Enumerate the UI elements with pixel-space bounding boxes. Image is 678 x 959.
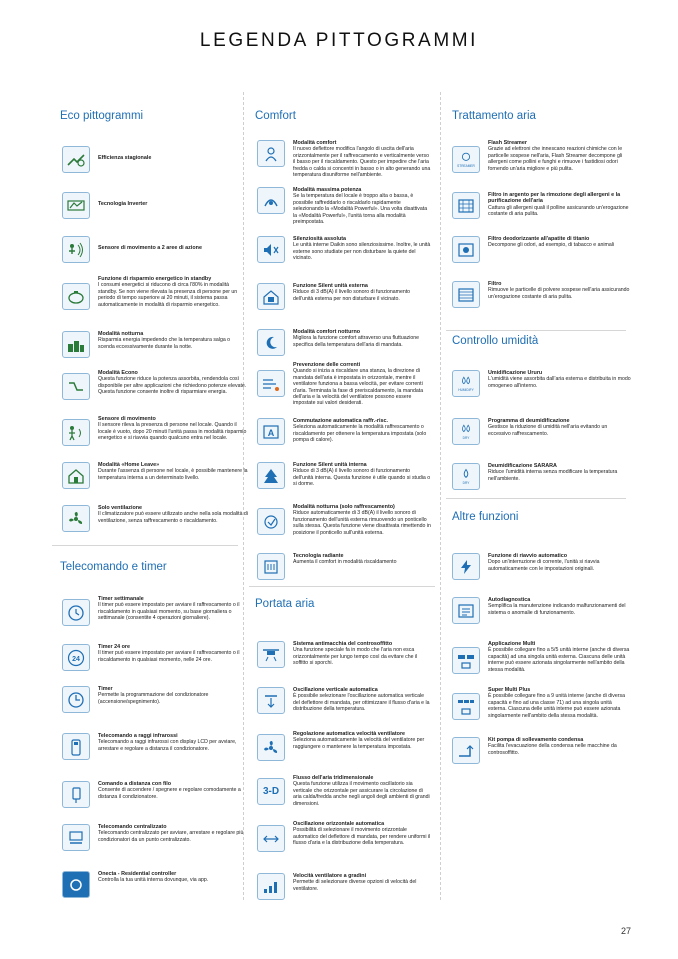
indoor-silent-icon <box>257 462 285 489</box>
dry-label: DRY <box>462 481 470 485</box>
item-description: Durante l'assenza di persone nel locale, è possibile mantenere la temperatura interna a un determinato livello. <box>98 468 248 481</box>
item-description: Cattura gli allergeni quali il polline assicurando un'erogazione costante di aria pulita. <box>488 204 629 218</box>
legend-item-3d-airflow <box>257 775 431 807</box>
item-title: Autodiagnostica <box>488 597 531 603</box>
item-title: Sensore di movimento a 2 aree di azione <box>98 245 202 251</box>
item-description: I consumi energetici si riducono di circa l'80% in modalità standby. Se non viene rilevata la presenza di persone per un periodo di tempo superiore ai 20 minuti, il sistema passa automaticamente in modalità di risparmio energetico. <box>98 282 238 308</box>
item-title: Flash Streamer <box>488 140 527 146</box>
humidify-icon <box>452 370 480 397</box>
legend-item-seasonal-efficiency <box>62 146 248 173</box>
legend-item-onecta <box>62 871 248 898</box>
legend-item-ceiling-soiling <box>257 641 431 668</box>
section-title-humidity: Controllo umidità <box>452 335 539 347</box>
legend-item-dehumidify <box>452 463 631 490</box>
legend-item-inverter <box>62 192 248 219</box>
legend-item-silent <box>257 236 431 263</box>
outdoor-silent-icon <box>257 283 285 310</box>
item-title: Applicazione Multi <box>488 641 536 647</box>
legend-item-24h-timer <box>62 644 248 671</box>
multi-icon <box>452 647 480 674</box>
item-description: Telecomando centralizzato per avviare, arrestare e regolare più condizionatori da un punto centralizzato. <box>98 830 244 843</box>
onecta-icon <box>62 871 90 898</box>
legend-item-silver-filter <box>452 192 631 219</box>
section-divider <box>446 498 626 499</box>
item-description: Migliora la funzione comfort attraverso una fluttuazione specifica della temperatura dell'aria di mandata. <box>293 335 420 348</box>
item-description: Permette di selezionare diverse opzioni di velocità del ventilatore. <box>293 879 417 892</box>
silent-icon <box>257 236 285 263</box>
item-description: Riduce di 3 dB(A) il livello sonoro di funzionamento dell'unità esterna per non disturbare il vicinato. <box>293 289 411 302</box>
item-title: Solo ventilazione <box>98 505 143 511</box>
item-description: Telecomando a raggi infrarossi con display LCD per avviare, arrestare e regolare a distanza il condizionatore. <box>98 739 237 752</box>
item-title: Deumidificazione SARARA <box>488 463 557 469</box>
legend-item-motion-sensor <box>62 416 248 446</box>
legend-item-deodorizing-filter <box>452 236 631 263</box>
flash-streamer-icon <box>452 146 480 173</box>
item-description: Il timer può essere impostato per avviare il raffrescamento o il riscaldamento in qualsiasi momento, su base giornaliera o settimanale (consentite 4 operazioni giornaliere). <box>98 602 240 622</box>
item-description: È possibile selezionare l'oscillazione automatica verticale del deflettore di mandata, per ottimizzare il flusso d'aria e la distribuzione della temperatura. <box>293 693 430 713</box>
legend-item-multi <box>452 641 631 674</box>
wired-remote-icon <box>62 781 90 808</box>
page-title: LEGENDA PITTOGRAMMI <box>199 30 479 51</box>
item-title: Modalità notturna <box>98 331 144 337</box>
econo-icon <box>62 373 90 400</box>
section-divider <box>446 330 626 331</box>
item-description: Decompone gli odori, ad esempio, di tabacco e animali <box>488 242 615 249</box>
item-description: Gestisce la riduzione di umidità nell'aria evitando un eccessivo raffrescamento. <box>488 424 608 437</box>
self-diagnosis-icon <box>452 597 480 624</box>
silver-filter-icon <box>452 192 480 219</box>
legend-item-timer <box>62 686 248 713</box>
ceiling-soiling-icon <box>257 641 285 668</box>
dehumidify-icon <box>452 463 480 490</box>
3d-label: 3-D <box>262 786 280 797</box>
legend-item-indoor-silent <box>257 462 431 489</box>
item-description: Facilita l'evacuazione della condensa nelle macchine da controsoffitto. <box>488 743 617 756</box>
dry-program-icon <box>452 418 480 445</box>
legend-item-horizontal-swing <box>257 821 431 852</box>
legend-item-filter <box>452 281 631 308</box>
item-title: Modalità comfort <box>293 140 337 146</box>
svg-text:A: A <box>267 427 275 438</box>
legend-item-fan-speed-steps <box>257 873 431 900</box>
legend-item-outdoor-silent <box>257 283 431 310</box>
item-title: Kit pompa di sollevamento condensa <box>488 737 584 743</box>
legend-item-central-remote <box>62 824 248 851</box>
item-title: Prevenzione delle correnti <box>293 362 361 368</box>
item-title: Filtro <box>488 281 502 287</box>
person-wave-icon <box>62 419 90 446</box>
item-title: Telecomando centralizzato <box>98 824 167 830</box>
item-title: Comando a distanza con filo <box>98 781 172 787</box>
piggy-bank-icon <box>62 283 90 310</box>
item-description: È possibile collegare fino a 9 unità interne (anche di diversa capacità e fino ad una classe 71) ad una singola unità esterna. Ciascuna delle unità interne può essere azionata singolarmente nell'ambito della stessa modalità. <box>488 693 625 719</box>
legend-item-flash-streamer <box>452 140 631 173</box>
legend-item-night-comfort <box>257 329 431 356</box>
item-title: Modalità «Home Leave» <box>98 462 160 468</box>
drain-pump-icon <box>452 737 480 764</box>
legend-item-night-cooling <box>257 504 431 536</box>
item-title: Funzione Silent unità esterna <box>293 283 368 289</box>
section-title-remote: Telecomando e timer <box>60 561 167 573</box>
column-divider <box>440 92 441 900</box>
3d-flow-icon <box>257 778 285 805</box>
super-multi-icon <box>452 693 480 720</box>
item-title: Super Multi Plus <box>488 687 531 693</box>
legend-item-night-mode <box>62 331 248 358</box>
legend-item-motion-sensor-2-areas <box>62 236 248 263</box>
item-description: Il climatizzatore può essere utilizzato anche nella sola modalità di ventilazione, senza raffrescamento o riscaldamento. <box>98 511 248 524</box>
item-description: Riduce automaticamente di 3 dB(A) il livello sonoro di funzionamento dell'unità esterna rimuovendo un ponticello sulla stessa. Questa funzione viene disattivata rimettendo in posizione il ponticello sull'unità esterna. <box>293 510 431 536</box>
legend-item-drain-pump <box>452 737 631 764</box>
item-title: Modalità comfort notturno <box>293 329 361 335</box>
item-description: Rimuove le particelle di polvere sospese nell'aria assicurando un'erogazione costante di aria pulita. <box>488 287 630 300</box>
legend-item-auto-restart <box>452 553 631 580</box>
remote-icon <box>62 733 90 760</box>
item-description: Seleziona automaticamente la velocità del ventilatore per raggiungere o mantenere la temperatura impostata. <box>293 737 425 750</box>
svg-text:24: 24 <box>72 655 80 663</box>
vertical-swing-icon <box>257 687 285 714</box>
item-title: Modalità notturna (solo raffrescamento) <box>293 504 395 510</box>
item-title: Tecnologia Inverter <box>98 201 148 207</box>
item-description: Riduce di 3 dB(A) il livello sonoro di funzionamento dell'unità interna. Questa funzione è utile quando si studia o si dorme. <box>293 468 431 488</box>
deodorizing-filter-icon <box>452 236 480 263</box>
dry-label: DRY <box>462 436 470 440</box>
item-title: Onecta - Residential controller <box>98 871 177 877</box>
item-description: Questa funzione riduce la potenza assorbita, rendendola così disponibile per altre applicazioni che richiedono potenze elevate. Questa funzione consente inoltre di risparmiare energia. <box>98 376 247 396</box>
item-description: Dopo un'interruzione di corrente, l'unità si riavvia automaticamente con le impostazioni originali. <box>488 559 600 572</box>
item-title: Silenziosità assoluta <box>293 236 347 242</box>
item-description: Possibilità di selezionare il movimento orizzontale automatico del deflettore di mandata, per rendere uniformi il flusso d'aria e la distribuzione della temperatura. <box>293 827 431 847</box>
auto-fan-icon <box>257 734 285 761</box>
section-title-airflow: Portata aria <box>255 598 315 610</box>
legend-item-super-multi-plus <box>452 687 631 720</box>
legend-item-powerful-mode <box>257 187 431 225</box>
item-description: L'umidità viene assorbita dall'aria esterna e distribuita in modo omogeneo all'interno. <box>488 376 631 389</box>
legend-item-draft-prevention <box>257 362 431 407</box>
item-description: Le unità interne Daikin sono silenziosissime. Inoltre, le unità esterne sono studiate per non disturbare la quiete del vicinato. <box>293 242 431 262</box>
page-number: 27 <box>621 926 632 936</box>
night-cooling-icon <box>257 508 285 535</box>
weekly-timer-icon <box>62 599 90 626</box>
draft-prevention-icon <box>257 370 285 397</box>
item-title: Regolazione automatica velocità ventilatore <box>293 731 406 737</box>
timer-24-icon <box>62 644 90 671</box>
central-control-icon <box>62 824 90 851</box>
item-title: Oscillazione orizzontale automatica <box>293 821 385 827</box>
item-description: Grazie ad elettroni che innescano reazioni chimiche con le particelle sospese nell'aria, Flash Streamer decompone gli allergeni come pollini e funghi e rimuove i fastidiosi odori fornendo un'aria migliore e più pulita. <box>488 146 623 172</box>
section-title-other: Altre funzioni <box>452 511 519 523</box>
item-title: Velocità ventilatore a gradini <box>293 873 367 879</box>
item-description: Riduce l'umidità interna senza modificare la temperatura nell'ambiente. <box>488 469 618 482</box>
item-description: Semplifica la manutenzione indicando malfunzionamenti del sistema o anomalie di funzionamento. <box>488 603 626 616</box>
item-title: Telecomando a raggi infrarossi <box>98 733 178 739</box>
legend-item-vertical-swing <box>257 687 431 714</box>
item-description: Risparmia energia impedendo che la temperatura salga o scenda eccessivamente durante la notte. <box>98 337 231 350</box>
legend-item-auto-switch <box>257 418 431 445</box>
item-description: È possibile collegare fino a 5/5 unità interne (anche di diversa capacità) ad una singola unità esterna. Ciascuna delle unità interne può essere azionata singolarmente nell'ambito della stessa modalità. <box>488 647 630 673</box>
item-title: Umidificazione Ururu <box>488 370 543 376</box>
legend-item-weekly-timer <box>62 596 248 626</box>
comfort-mode-icon <box>257 140 285 167</box>
legend-item-auto-fan-speed <box>257 731 431 761</box>
item-title: Timer 24 ore <box>98 644 130 650</box>
legend-item-radiant <box>257 553 431 580</box>
fan-speed-icon <box>257 873 285 900</box>
radiant-icon <box>257 553 285 580</box>
inverter-icon <box>62 192 90 219</box>
powerful-icon <box>257 187 285 214</box>
item-title: Programma di deumidificazione <box>488 418 570 424</box>
section-title-eco: Eco pittogrammi <box>60 110 144 122</box>
item-description: Seleziona automaticamente la modalità raffrescamento o riscaldamento per ottenere la temperatura impostata (solo pompa di calore). <box>293 424 427 444</box>
legend-item-dry-program <box>452 418 631 445</box>
humidify-label: HUMIDIFY <box>458 388 474 392</box>
fan-icon <box>62 505 90 532</box>
motion-sensor-icon <box>62 236 90 263</box>
section-divider <box>249 586 435 587</box>
item-title: Modalità Econo <box>98 370 138 376</box>
item-description: Se la temperatura del locale è troppo alta o bassa, è possibile raffreddarlo o riscaldarlo rapidamente selezionando la «Modalità Powerful». Una volta disattivata la «Modalità Powerful», l'unità torna alla modalità preimpostata. <box>293 193 428 226</box>
legend-item-home-leave <box>62 462 248 489</box>
auto-restart-icon <box>452 553 480 580</box>
item-description: Consente di accendere / spegnere e regolare comodamente a distanza il condizionatore. <box>98 787 241 800</box>
item-description: Il sensore rileva la presenza di persone nel locale. Quando il locale è vuoto, dopo 20 minuti l'unità passa in modalità risparmio energetico e si riavvia quando qualcuno entra nel locale. <box>98 422 247 442</box>
home-leave-icon <box>62 462 90 489</box>
filter-icon <box>452 281 480 308</box>
section-title-comfort: Comfort <box>255 110 296 122</box>
item-title: Commutazione automatica raffr.-risc. <box>293 418 388 424</box>
gear-leaf-icon <box>62 146 90 173</box>
item-title: Funzione di riavvio automatico <box>488 553 568 559</box>
legend-item-ir-remote <box>62 733 248 760</box>
item-description: Controlla la tua unità interna dovunque, via app. <box>98 877 209 884</box>
item-title: Sistema antimacchia del controsoffitto <box>293 641 393 647</box>
item-description: Aumenta il comfort in modalità riscaldamento <box>293 559 397 566</box>
item-title: Filtro deodorizzante all'apatite di titanio <box>488 236 590 242</box>
item-title: Timer <box>98 686 113 692</box>
item-title: Tecnologia radiante <box>293 553 344 559</box>
item-title: Efficienza stagionale <box>98 155 152 161</box>
item-title: Modalità massima potenza <box>293 187 362 193</box>
item-description: Questa funzione utilizza il movimento oscillatorio sia verticale che orizzontale per assicurare la circolazione di aria calda/fredda anche negli angoli degli ambienti di grandi dimensioni. <box>293 781 430 807</box>
legend-item-econo-mode <box>62 370 248 400</box>
legend-item-fan-only <box>62 505 248 532</box>
legend-item-standby-saving <box>62 276 248 310</box>
night-city-icon <box>62 331 90 358</box>
streamer-label: STREAMER <box>457 164 475 168</box>
item-title: Sensore di movimento <box>98 416 156 422</box>
item-description: Il timer può essere impostato per avviare il raffrescamento o il riscaldamento in qualsiasi momento, nelle 24 ore. <box>98 650 240 663</box>
night-comfort-icon <box>257 329 285 356</box>
item-title: Funzione di risparmio energetico in standby <box>98 276 212 282</box>
item-title: Timer settimanale <box>98 596 144 602</box>
item-title: Oscillazione verticale automatica <box>293 687 378 693</box>
item-description: Una funzione speciale fa in modo che l'aria non esca orizzontalmente per lungo tempo così da evitare che il soffitto si sporchi. <box>293 647 418 667</box>
legend-item-humidify <box>452 370 631 397</box>
section-title-air-treatment: Trattamento aria <box>452 110 536 122</box>
horizontal-swing-icon <box>257 825 285 852</box>
section-divider <box>52 545 238 546</box>
item-description: Il nuovo deflettore modifica l'angolo di uscita dell'aria orizzontalmente per il raffrescamento e verticalmente verso il basso per il riscaldamento. Questo per impedire che l'aria fredda o calda si concentri in basso o in alto generando una temperatura disuniforme nell'ambiente. <box>293 146 431 179</box>
item-title: Funzione Silent unità interna <box>293 462 367 468</box>
item-title: Flusso dell'aria tridimensionale <box>293 775 374 781</box>
legend-item-self-diagnosis <box>452 597 631 624</box>
legend-item-comfort-mode <box>257 140 431 178</box>
legend-item-wired-remote <box>62 781 248 808</box>
item-description: Permette la programmazione del condizionatore (accensione/spegnimento). <box>98 692 209 705</box>
item-description: Quando si inizia a riscaldare una stanza, la direzione di mandata dell'aria è impostata in orizzontale, mentre il ventilatore funziona a bassa velocità, per evitare correnti d'aria. Terminata la fase di preriscaldamento, la mandata dell'aria e la velocità del ventilatore possono essere impostate sui valori desiderati. <box>293 368 424 407</box>
clock-icon <box>62 686 90 713</box>
item-title: Filtro in argento per la rimozione degli allergeni e la purificazione dell'aria <box>488 192 621 205</box>
auto-switch-icon <box>257 418 285 445</box>
